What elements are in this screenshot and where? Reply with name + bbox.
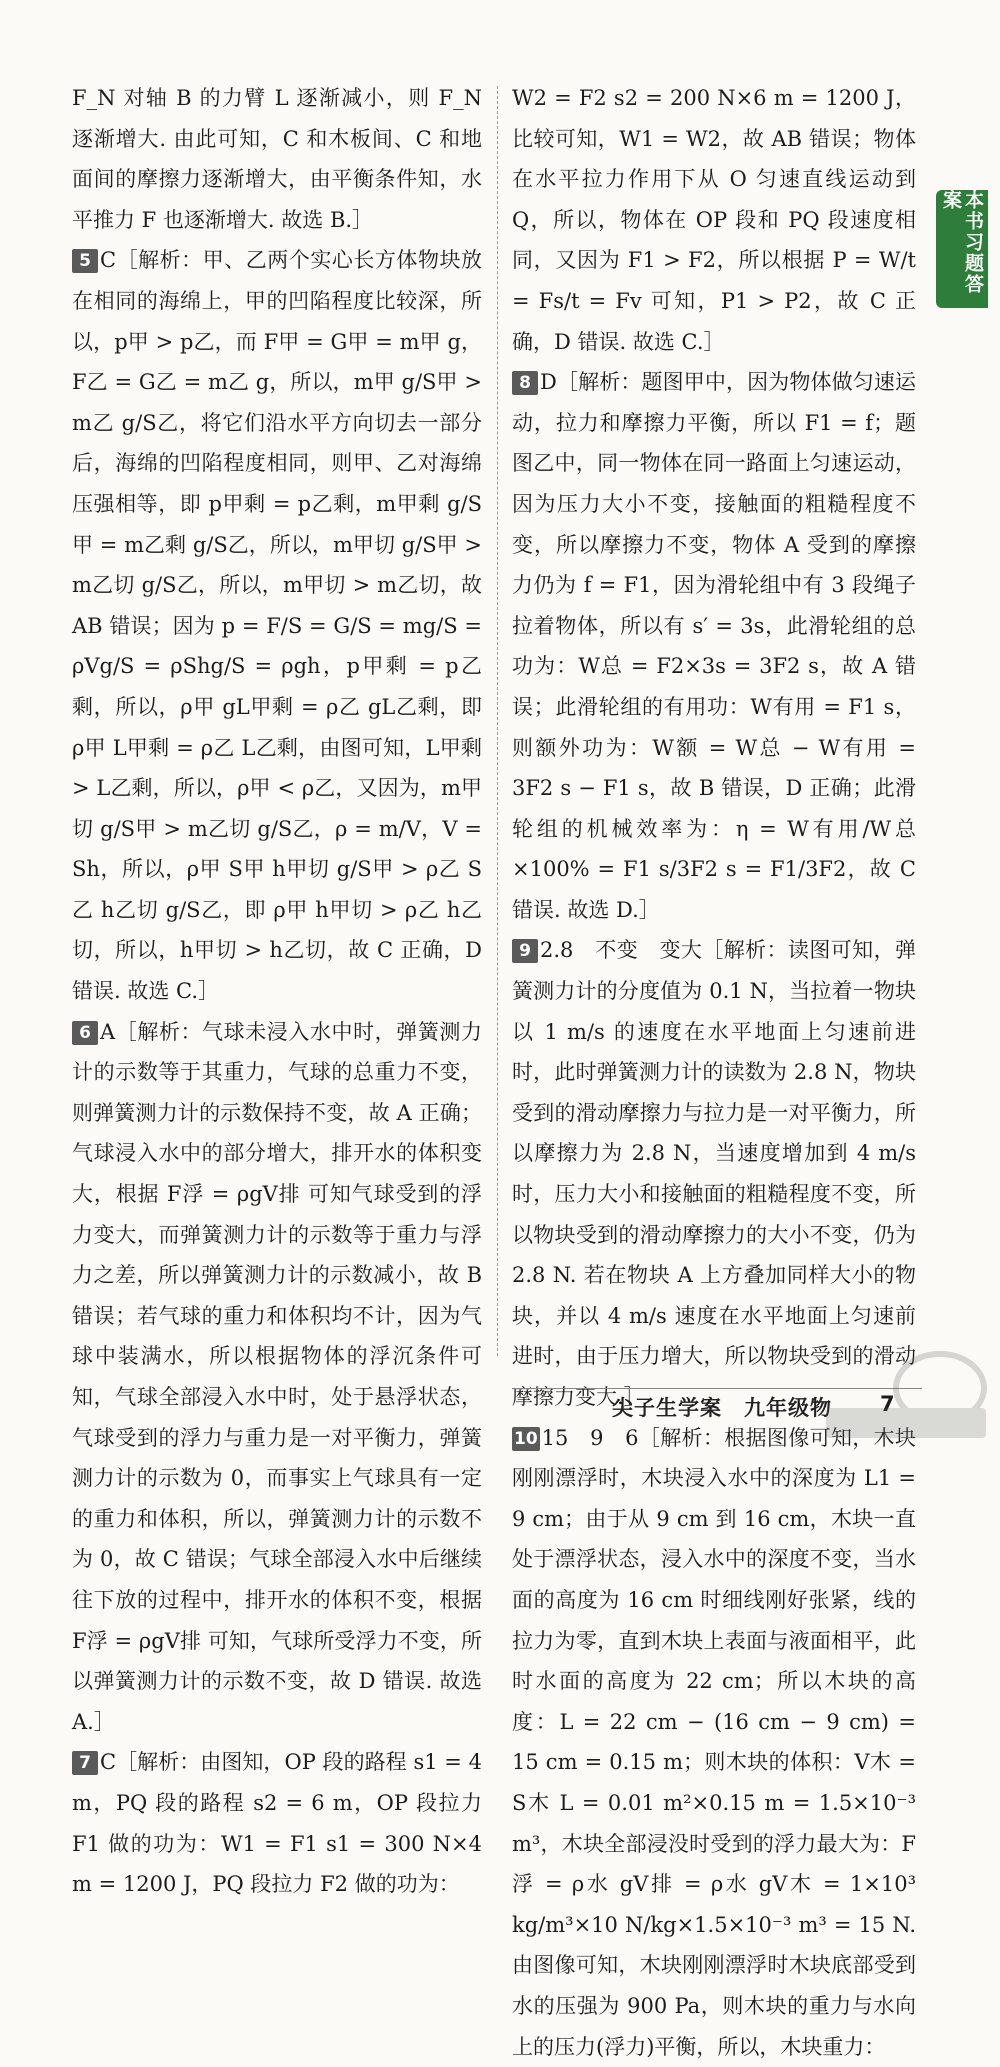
column-divider xyxy=(497,86,498,1356)
question-number-badge: 7 xyxy=(72,1751,98,1775)
answer-text: C［解析：甲、乙两个实心长方体物块放在相同的海绵上，甲的凹陷程度比较深，所以，p甲 > p乙，而 F甲 = G甲 = m甲 g，F乙 = G乙 = m乙 g，所以，m甲 g/S甲 > m乙 g/S乙，将它们沿水平方向切去一部分后，海绵的凹陷程度相同，则甲、乙对海绵压强相等，即 p甲剩 = p乙剩，m甲剩 g/S甲 = m乙剩 g/S乙，所以，m甲切 g/S甲 > m乙切 g/S乙，所以，m甲切 > m乙切，故 AB 错误；因为 p = F/S = G/S = mg/S = ρVg/S = ρShg/S = ρgh，p甲剩 = p乙剩，所以，ρ甲 gL甲剩 = ρ乙 gL乙剩，即 ρ甲 L甲剩 = ρ乙 L乙剩，由图可知，L甲剩 > L乙剩，所以，ρ甲 < ρ乙，又因为，m甲切 g/S甲 > m乙切 g/S乙，ρ = m/V，V = Sh，所以，ρ甲 S甲 h甲切 g/S甲 > ρ乙 S乙 h乙切 g/S乙，即 ρ甲 h甲切 > ρ乙 h乙切，所以，h甲切 > h乙切，故 C 正确，D 错误. 故选 C.］ xyxy=(72,248,482,1004)
footer-book-title: 尖子生学案 九年级物 xyxy=(612,1396,832,1420)
answer-6 xyxy=(72,1012,482,1743)
right-column xyxy=(512,78,916,2067)
answer-9 xyxy=(512,930,916,1417)
answer-8 xyxy=(512,362,916,930)
question-number-badge: 6 xyxy=(72,1021,98,1045)
answer-7-continued xyxy=(512,78,916,362)
answer-10 xyxy=(512,1418,916,2067)
question-number-badge: 8 xyxy=(512,371,538,395)
section-side-tab: 本书习题答案 xyxy=(936,190,988,308)
answer-text: C［解析：由图知，OP 段的路程 s1 = 4 m，PQ 段的路程 s2 = 6 m，OP 段拉力 F1 做的功为：W1 = F1 s1 = 300 N×4 m = 1200 J，PQ 段拉力 F2 做的功为： xyxy=(72,1750,482,1897)
left-column xyxy=(72,78,482,1905)
answer-5 xyxy=(72,240,482,1011)
footer-rule xyxy=(512,1388,922,1389)
question-number-badge: 5 xyxy=(72,249,98,273)
question-number-badge: 9 xyxy=(512,939,538,963)
answer-text: 2.8 不变 变大［解析：读图可知，弹簧测力计的分度值为 0.1 N，当拉着一物块以 1 m/s 的速度在水平地面上匀速前进时，此时弹簧测力计的读数为 2.8 N，物块受到的滑动摩擦力与拉力是一对平衡力，所以摩擦力为 2.8 N，当速度增加到 4 m/s 时，压力大小和接触面的粗糙程度不变，所以物块受到的滑动摩擦力的大小不变，仍为 2.8 N. 若在物块 A 上方叠加同样大小的物块，并以 4 m/s 速度在水平地面上匀速前进时，由于压力增大，所以物块受到的滑动摩擦力变大.］ xyxy=(512,938,916,1409)
answer-7 xyxy=(72,1742,482,1904)
answer-4-continued xyxy=(72,78,482,240)
answer-text: D［解析：题图甲中，因为物体做匀速运动，拉力和摩擦力平衡，所以 F1 = f；题图乙中，同一物体在同一路面上匀速运动，因为压力大小不变，接触面的粗糙程度不变，所以摩擦力不变，物体 A 受到的摩擦力仍为 f = F1，因为滑轮组中有 3 段绳子拉着物体，所以有 s′ = 3s，此滑轮组的总功为：W总 = F2×3s = 3F2 s，故 A 错误；此滑轮组的有用功：W有用 = F1 s，则额外功为：W额 = W总 − W有用 = 3F2 s − F1 s，故 B 错误，D 正确；此滑轮组的机械效率为：η = W有用/W总 ×100% = F1 s/3F2 s = F1/3F2，故 C 错误. 故选 D.］ xyxy=(512,370,916,922)
page-number: 7 xyxy=(880,1392,895,1416)
question-number-badge: 10 xyxy=(514,1428,538,1449)
answer-text: 15 9 6［解析：根据图像可知，木块刚刚漂浮时，木块浸入水中的深度为 L1 = 9 cm；由于从 9 cm 到 16 cm，木块一直处于漂浮状态，浸入水中的深度不变，当水面的高度为 16 cm 时细线刚好张紧，线的拉力为零，直到木块上表面与液面相平，此时水面的高度为 22 cm；所以木块的高度：L = 22 cm − (16 cm − 9 cm) = 15 cm = 0.15 m；则木块的体积：V木 = S木 L = 0.01 m²×0.15 m = 1.5×10⁻³ m³，木块全部浸没时受到的浮力最大为：F浮 = ρ水 gV排 = ρ水 gV木 = 1×10³ kg/m³×10 N/kg×1.5×10⁻³ m³ = 15 N. 由图像可知，木块刚刚漂浮时木块底部受到水的压强为 900 Pa，则木块的重力与水向上的压力(浮力)平衡，所以，木块重力： xyxy=(512,1425,916,2059)
answer-text: A［解析：气球未浸入水中时，弹簧测力计的示数等于其重力，气球的总重力不变，则弹簧测力计的示数保持不变，故 A 正确；气球浸入水中的部分增大，排开水的体积变大，根据 F浮 = ρgV排 可知气球受到的浮力变大，而弹簧测力计的示数等于重力与浮力之差，所以弹簧测力计的示数减小，故 B 错误；若气球的重力和体积均不计，因为气球中装满水，所以根据物体的浮沉条件可知，气球全部浸入水中时，处于悬浮状态，气球受到的浮力与重力是一对平衡力，弹簧测力计的示数为 0，而事实上气球具有一定的重力和体积，所以，弹簧测力计的示数不为 0，故 C 错误；气球全部浸入水中后继续往下放的过程中，排开水的体积不变，根据 F浮 = ρgV排 可知，气球所受浮力不变，所以弹簧测力计的示数不变，故 D 错误. 故选 A.］ xyxy=(72,1019,482,1734)
answer-text: F_N 对轴 B 的力臂 L 逐渐减小，则 F_N 逐渐增大. 由此可知，C 和木板间、C 和地面间的摩擦力逐渐增大，由平衡条件知，水平推力 F 也逐渐增大. 故选 B.］ xyxy=(72,86,482,232)
answer-text: W2 = F2 s2 = 200 N×6 m = 1200 J，比较可知，W1 = W2，故 AB 错误；物体在水平拉力作用下从 O 匀速直线运动到 Q，所以，物体在 OP 段和 PQ 段速度相同，又因为 F1 > F2，所以根据 P = W/t = Fs/t = Fv 可知，P1 > P2，故 C 正确，D 错误. 故选 C.］ xyxy=(512,86,916,354)
